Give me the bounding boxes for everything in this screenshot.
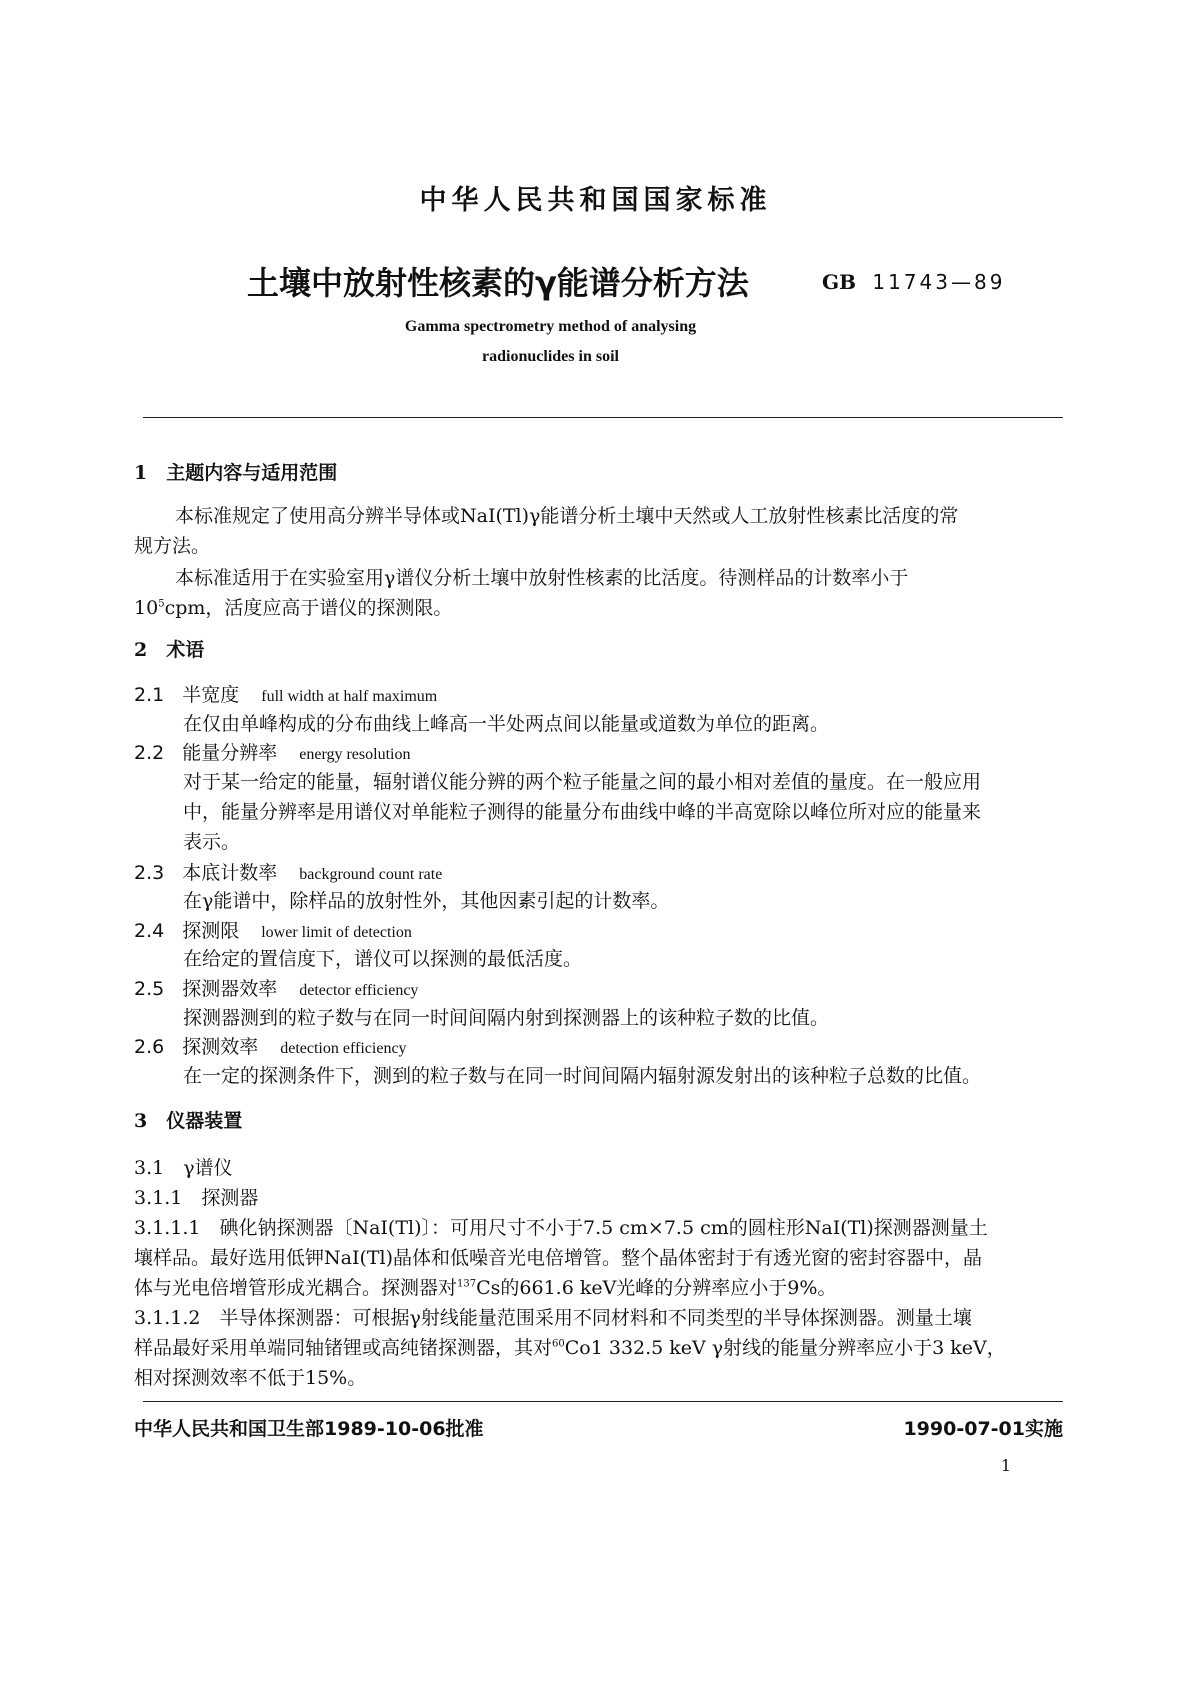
term-en: detector efficiency (299, 982, 419, 999)
section-3-heading: 3 仪器装置 (134, 1110, 243, 1132)
subsection-3-1-1: 3.1.1 探测器 (134, 1187, 259, 1209)
para-3-1-1-1-line1: 3.1.1.1 碘化钠探测器〔NaI(Tl)〕：可用尺寸不小于7.5 cm×7.5 cm的圆柱形NaI(Tl)探测器测量土 (134, 1217, 988, 1239)
term-number: 2.5 (134, 978, 165, 1000)
approved-line: 中华人民共和国卫生部1989-10-06批准 (134, 1418, 484, 1440)
text-run: 体与光电倍增管形成光耦合。探测器对 (134, 1277, 458, 1299)
term-def-line: 探测器测到的粒子数与在同一时间间隔内射到探测器上的该种粒子数的比值。 (183, 1007, 830, 1029)
sec1-p1-line2: 规方法。 (134, 535, 211, 557)
term-2-5 (134, 974, 418, 1001)
header-rule (143, 417, 1063, 418)
term-zh: 探测效率 (182, 1036, 259, 1058)
term-zh: 能量分辨率 (182, 742, 278, 764)
term-def-line: 表示。 (183, 831, 241, 853)
text-run: Cs的661.6 keV光峰的分辨率应小于9%。 (476, 1277, 837, 1299)
en-title-line2: radionuclides in soil (482, 348, 619, 365)
term-def-line: 在给定的置信度下，谱仪可以探测的最低活度。 (183, 948, 583, 970)
term-number: 2.6 (134, 1036, 165, 1058)
superscript: 137 (457, 1278, 477, 1290)
term-2-1 (134, 680, 437, 707)
footer-rule (143, 1401, 1063, 1402)
sec1-p2-line2 (134, 593, 452, 620)
std-code-number: 11743—89 (872, 270, 1006, 294)
term-number: 2.3 (134, 862, 165, 884)
term-number: 2.4 (134, 920, 165, 942)
sec1-p2-line1: 本标准适用于在实验室用γ谱仪分析土壤中放射性核素的比活度。待测样品的计数率小于 (175, 567, 909, 589)
doc-title: 土壤中放射性核素的γ能谱分析方法 (247, 264, 749, 302)
term-zh: 探测限 (182, 920, 240, 942)
term-2-3 (134, 858, 442, 885)
term-zh: 本底计数率 (182, 862, 278, 884)
term-def-line: 在一定的探测条件下，测到的粒子数与在同一时间间隔内辐射源发射出的该种粒子总数的比值。 (183, 1065, 982, 1087)
term-en: background count rate (299, 866, 443, 883)
para-3-1-1-2-line2 (134, 1333, 1006, 1360)
std-code (822, 270, 1005, 294)
text-run: Co1 332.5 keV γ射线的能量分辨率应小于3 keV， (564, 1337, 1006, 1359)
en-title-line1: Gamma spectrometry method of analysing (404, 318, 697, 335)
term-def-line: 中，能量分辨率是用谱仪对单能粒子测得的能量分布曲线中峰的半高宽除以峰位所对应的能量来 (183, 801, 982, 823)
text-run: 样品最好采用单端同轴锗锂或高纯锗探测器，其对 (134, 1337, 553, 1359)
superscript: 60 (552, 1338, 565, 1350)
term-2-6 (134, 1032, 407, 1059)
effective-line: 1990-07-01实施 (903, 1418, 1063, 1440)
para-3-1-1-1-line3 (134, 1273, 836, 1300)
page-number: 1 (1000, 1456, 1011, 1475)
term-def-line: 对于某一给定的能量，辐射谱仪能分辨的两个粒子能量之间的最小相对差值的量度。在一般应用 (183, 771, 982, 793)
sec1-p2-rest: cpm，活度应高于谱仪的探测限。 (164, 597, 453, 619)
sec1-p2-base: 10 (134, 597, 159, 619)
sec1-p1-line1: 本标准规定了使用高分辨半导体或NaI(Tl)γ能谱分析土壤中天然或人工放射性核素比活度的常 (175, 505, 959, 527)
subsection-3-1: 3.1 γ谱仪 (134, 1157, 233, 1179)
para-3-1-1-1-line2: 壤样品。最好选用低钾NaI(Tl)晶体和低噪音光电倍增管。整个晶体密封于有透光窗的密封容器中，晶 (134, 1247, 983, 1269)
para-3-1-1-2-line3: 相对探测效率不低于15%。 (134, 1367, 367, 1389)
term-en: detection efficiency (280, 1040, 407, 1057)
sec1-p2-sup: 5 (158, 598, 165, 610)
term-en: full width at half maximum (261, 688, 438, 705)
term-en: lower limit of detection (261, 924, 412, 941)
term-2-4 (134, 916, 412, 943)
term-def-line: 在γ能谱中，除样品的放射性外，其他因素引起的计数率。 (183, 890, 670, 912)
section-1-heading: 1 主题内容与适用范围 (134, 462, 338, 484)
term-number: 2.2 (134, 742, 165, 764)
term-2-2 (134, 738, 410, 765)
para-3-1-1-2-line1: 3.1.1.2 半导体探测器：可根据γ射线能量范围采用不同材料和不同类型的半导体探测器。测量土壤 (134, 1307, 972, 1329)
section-2-heading: 2 术语 (134, 639, 205, 661)
term-def-line: 在仅由单峰构成的分布曲线上峰高一半处两点间以能量或道数为单位的距离。 (183, 713, 830, 735)
term-zh: 探测器效率 (182, 978, 278, 1000)
std-code-prefix: GB (822, 270, 856, 294)
term-zh: 半宽度 (182, 684, 240, 706)
org-title: 中华人民共和国国家标准 (419, 185, 772, 216)
term-number: 2.1 (134, 684, 165, 706)
term-en: energy resolution (299, 746, 411, 763)
